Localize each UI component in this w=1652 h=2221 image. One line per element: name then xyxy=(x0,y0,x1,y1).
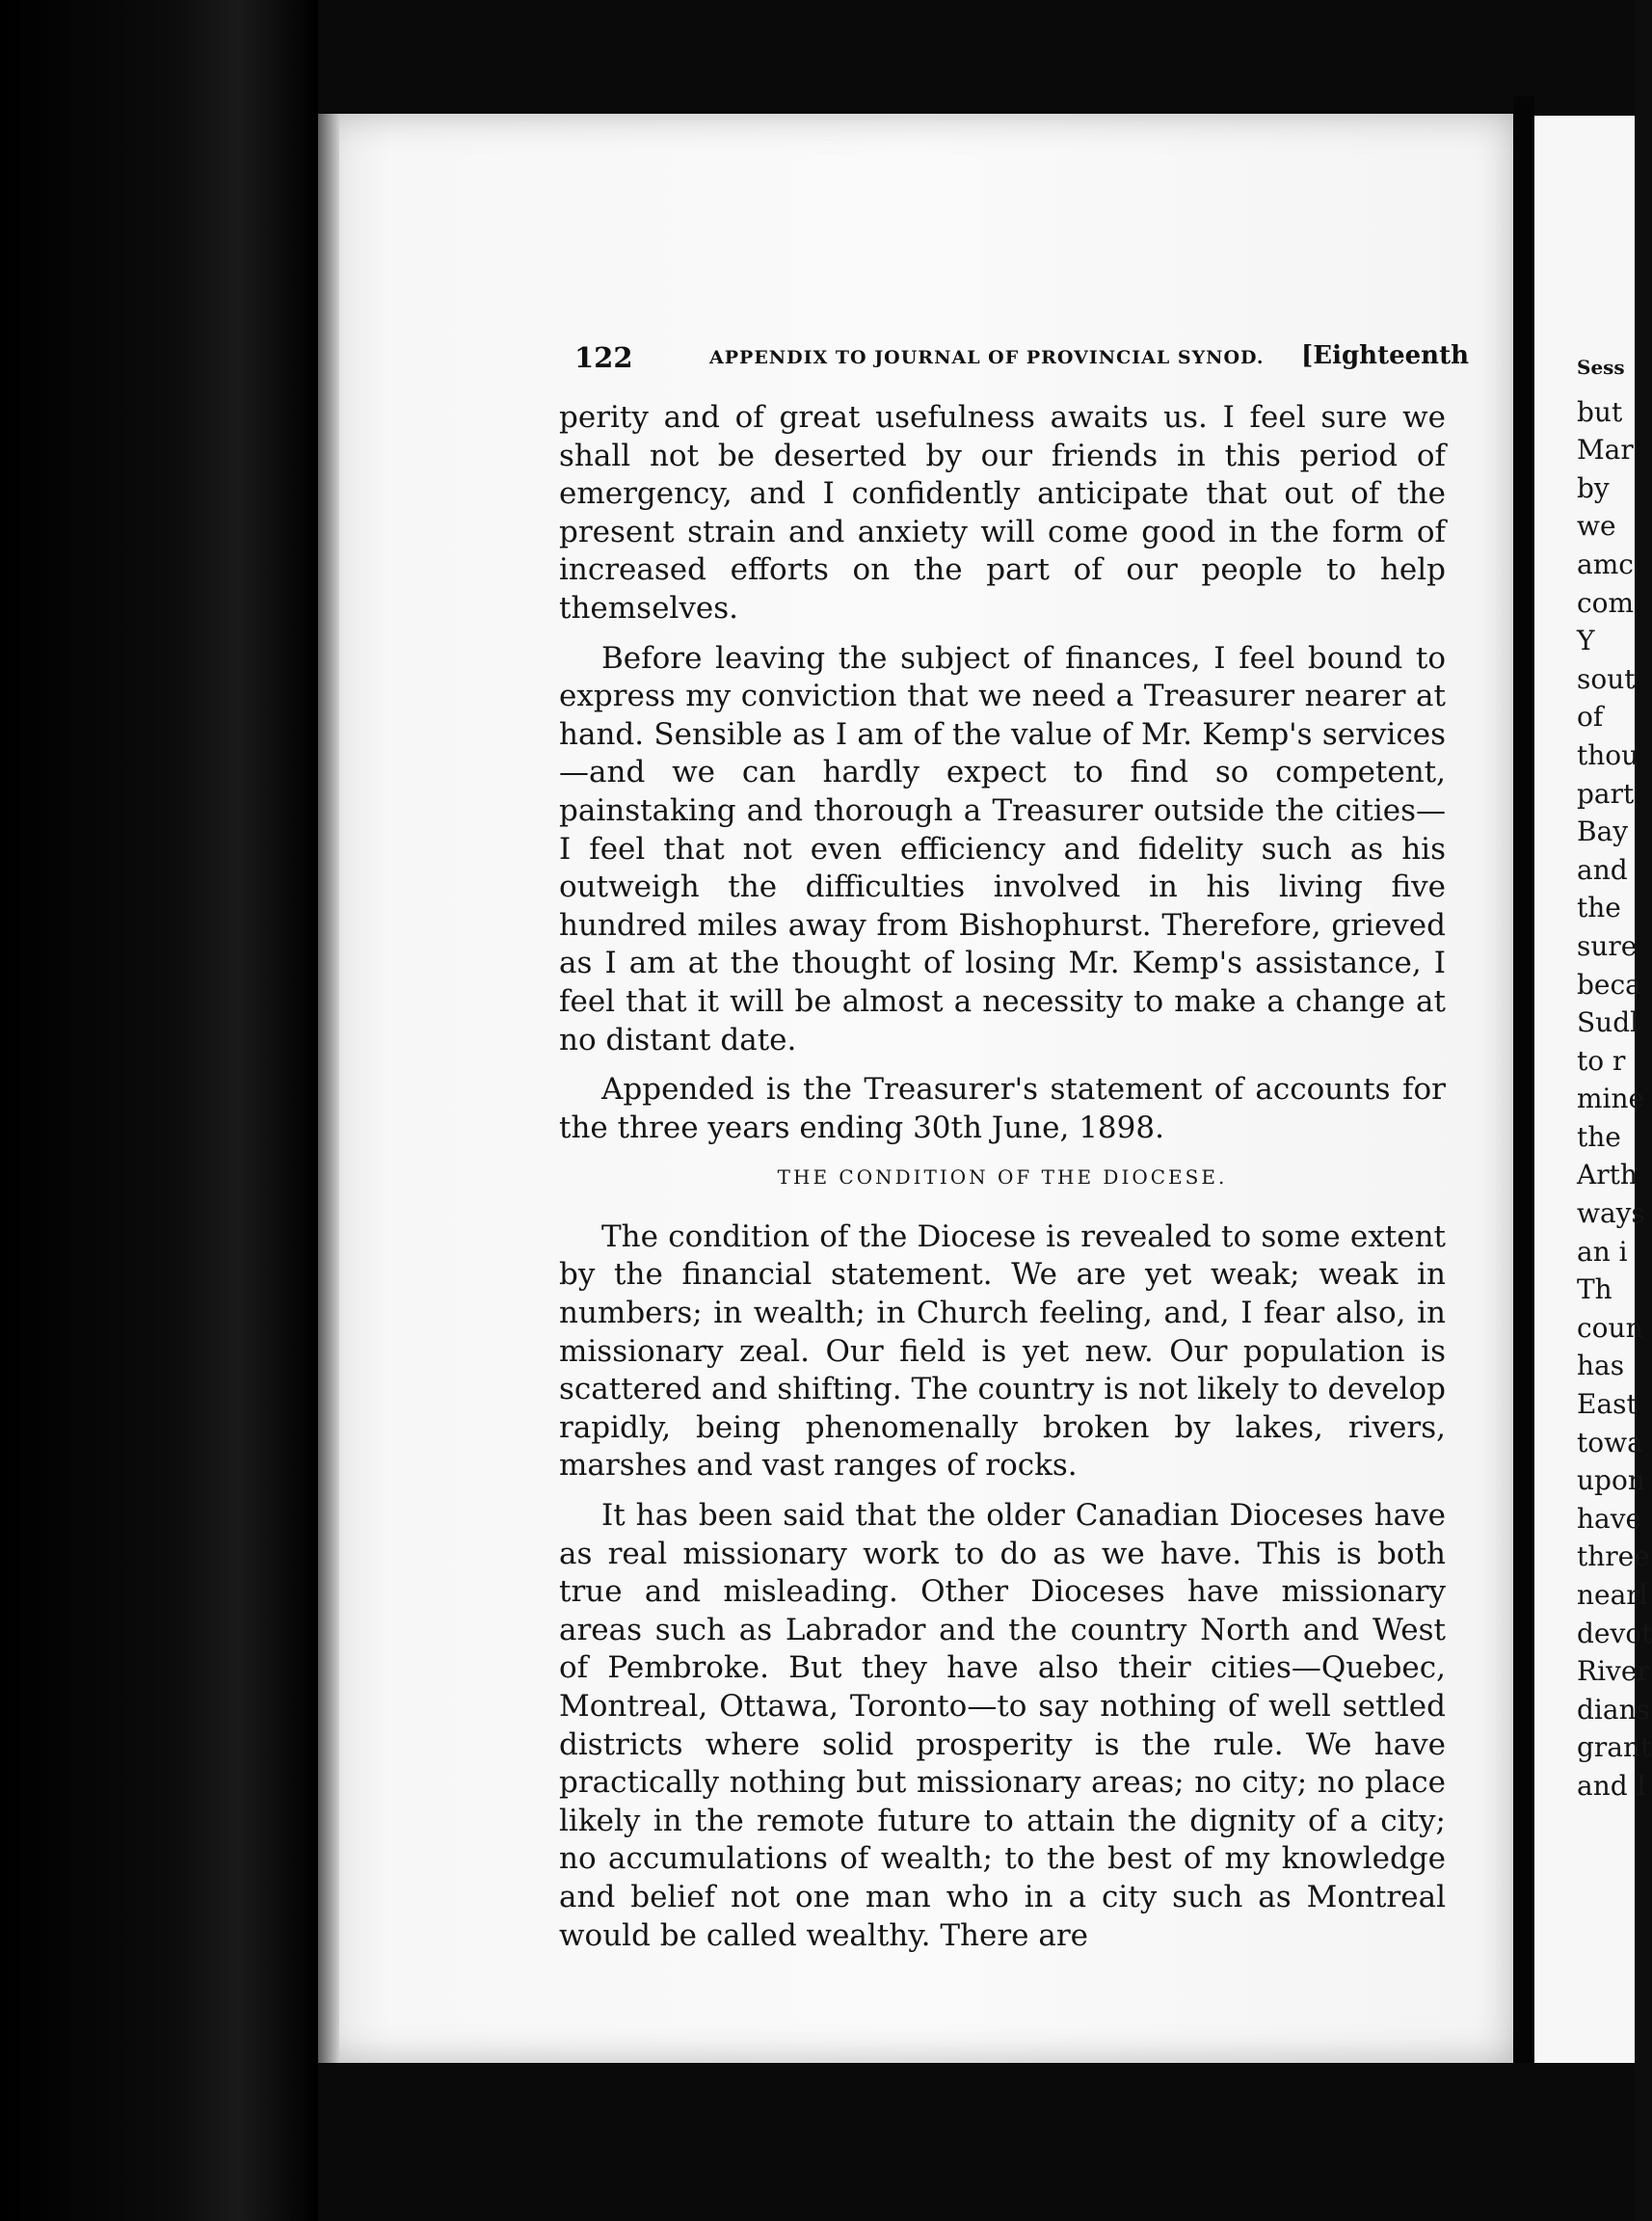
facing-line: River xyxy=(1577,1655,1650,1688)
facing-line: we xyxy=(1577,510,1616,543)
facing-line: part xyxy=(1577,777,1635,810)
page-number: 122 xyxy=(574,341,633,374)
page-left-edge xyxy=(318,114,339,2063)
paragraph: Before leaving the subject of finances, I feel bound to express my conviction that we need a Treasurer nearer at hand. Sensible as I am of the value of Mr. Kemp's services—and we can hardly expect to find so competent, painstaking and thorough a Treasurer outside the cities—I feel that not even efficiency and fidelity such as his outweigh the difficulties involved in his living five hundred miles away from Bishophurst. Therefore, grieved as I am at the thought of losing Mr. Kemp's assistance, I feel that it will be almost a necessity to make a change at no distant date. xyxy=(559,640,1446,1057)
paragraph: The condition of the Diocese is revealed to some extent by the financial statement. We are yet weak; weak in numbers; in wealth; in Church feeling, and, I fear also, in missionary zeal. Our field is yet new. Our population is scattered and shifting. The country is not likely to develop rapidly, being phenomenally broken by lakes, rivers, marshes and vast ranges of rocks. xyxy=(559,1218,1446,1484)
facing-line: three xyxy=(1577,1540,1650,1573)
facing-line: Sudl xyxy=(1577,1006,1639,1039)
facing-line: and I xyxy=(1577,1769,1647,1802)
facing-line: upon xyxy=(1577,1464,1645,1497)
paragraph: It has been said that the older Canadian Dioceses have as real missionary work to do as we have. This is both true and misleading. Other Dioceses have missionary areas such as Labrador and the country North and West of Pembroke. But they have also their cities—Quebec, Montreal, Ottawa, Toronto—to say nothing of well settled districts where solid prosperity is the rule. We have practically nothing but missionary areas; no city; no place likely in the remote future to attain the dignity of a city; no accumulations of wealth; to the best of my knowledge and belief not one man who in a city such as Montreal would be called wealthy. There are xyxy=(559,1498,1446,1953)
facing-line: nearl xyxy=(1577,1579,1648,1611)
facing-line: ways xyxy=(1577,1197,1645,1230)
running-title: APPENDIX TO JOURNAL OF PROVINCIAL SYNOD. xyxy=(709,347,1265,368)
facing-page-text xyxy=(1577,349,1652,1806)
scan-bottom-border xyxy=(318,2063,1635,2221)
facing-line: by xyxy=(1577,471,1610,504)
facing-line: dians xyxy=(1577,1693,1650,1726)
facing-line: have xyxy=(1577,1502,1642,1535)
facing-line: sure xyxy=(1577,929,1638,962)
facing-line: devot xyxy=(1577,1617,1652,1649)
facing-line: sout xyxy=(1577,662,1636,695)
scan-top-border xyxy=(318,0,1635,114)
facing-line: of xyxy=(1577,701,1604,734)
facing-line: Y xyxy=(1577,625,1595,657)
facing-line: the xyxy=(1577,1120,1621,1153)
book-spine-shadow xyxy=(0,0,318,2221)
running-title-session: [Eighteenth xyxy=(1301,341,1469,370)
facing-line: Mar xyxy=(1577,434,1634,467)
facing-line: the xyxy=(1577,892,1621,924)
facing-line: East xyxy=(1577,1388,1638,1421)
facing-line: towa xyxy=(1577,1426,1643,1458)
facing-line: and xyxy=(1577,853,1628,886)
paragraph: perity and of great usefulness awaits us. I feel sure we shall not be deserted by our friends in this period of emergency, and I confidently anticipate that out of the present strain and anxiety will come good in the form of increased efforts on the part of our people to help themselves. xyxy=(559,400,1446,626)
facing-page-header: Sess xyxy=(1577,356,1625,379)
page-body xyxy=(559,399,1446,1967)
facing-line: Bay xyxy=(1577,816,1629,848)
facing-line: mine xyxy=(1577,1083,1645,1115)
facing-line: to r xyxy=(1577,1044,1626,1077)
facing-line: com xyxy=(1577,586,1635,619)
facing-line: amc xyxy=(1577,548,1634,580)
facing-line: beca xyxy=(1577,968,1641,1001)
running-header xyxy=(574,341,1469,380)
page-gutter xyxy=(1513,96,1534,2082)
facing-line: but xyxy=(1577,395,1623,428)
facing-line: an i xyxy=(1577,1235,1628,1268)
facing-line: coun xyxy=(1577,1311,1643,1344)
facing-line: thou xyxy=(1577,738,1639,771)
paragraph: Appended is the Treasurer's statement of accounts for the three years ending 30th June, 1898. xyxy=(559,1072,1446,1145)
facing-line: grant xyxy=(1577,1731,1652,1764)
facing-line: has xyxy=(1577,1350,1625,1382)
facing-line: Arth xyxy=(1577,1159,1638,1191)
facing-line: Th xyxy=(1577,1273,1612,1306)
section-heading: THE CONDITION OF THE DIOCESE. xyxy=(777,1165,1228,1190)
